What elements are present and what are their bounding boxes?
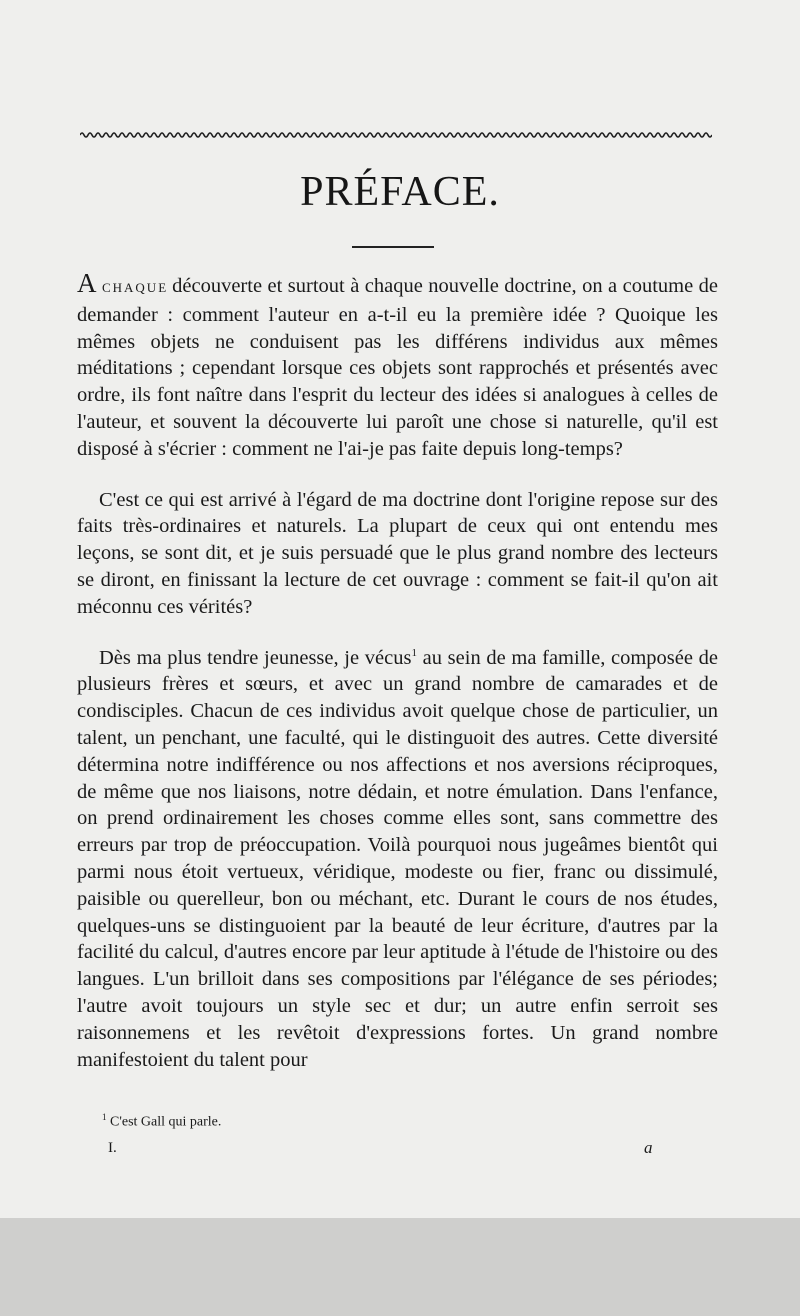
dropcap: A xyxy=(77,268,97,298)
paragraph-1-text: découverte et surtout à chaque nouvelle doctrine, on a coutume de demander : comment l'auteur en a-t-il eu la première idée ? Quoique les mêmes objets ne conduisent pas les différens individus aux mêmes méditations ; cependant lorsque ces objets sont rapprochés et présentés avec ordre, ils font naître dans l'esprit du lecteur des idées si analogues à celles de l'auteur, et souvent la découverte lui paroît une chose si naturelle, qu'il est disposé à s'écrier : comment ne l'ai-je pas faite depuis long-temps? xyxy=(77,275,718,460)
footnote-mark: 1 xyxy=(102,1112,107,1122)
paragraph-1 xyxy=(77,270,718,463)
scan-bottom-band xyxy=(0,1218,800,1316)
footnote-text: C'est Gall qui parle. xyxy=(110,1114,222,1130)
page-title: PRÉFACE. xyxy=(300,169,500,215)
body-text xyxy=(77,270,718,1073)
smallcaps-word: CHAQUE xyxy=(101,280,169,295)
paragraph-3-text-a: Dès ma plus tendre jeunesse, je vécus xyxy=(99,646,412,669)
ornamental-rule xyxy=(80,130,712,140)
title-underline xyxy=(352,246,434,248)
paragraph-3-text-b: au sein de ma famille, composée de plusieurs frères et sœurs, et avec un grand nombre de camarades et de condisciples. Chacun de ces individus avoit quelque chose de particulier, un talent, un penchant, une faculté, qui le distinguoit des autres. Cette diversité détermina notre indifférence ou nos affections et nos aversions réciproques, de même que nos liaisons, notre dédain, et notre émulation. Dans l'enfance, on prend ordinairement les choses comme elles sont, sans commettre des erreurs par trop de préoccupation. Voilà pourquoi nous jugeâmes bientôt qui parmi nous étoit vertueux, véridique, modeste ou fier, franc ou dissimulé, paisible ou querelleur, bon ou méchant, etc. Durant le cours de nos études, quelques-uns se distinguoient par la beauté de leur écriture, d'autres par la facilité du calcul, d'autres encore par leur aptitude à l'étude de l'histoire ou des langues. L'un brilloit dans ses compositions par l'élégance de ses périodes; l'autre avoit toujours un style sec et dur; un autre enfin serroit ses raisonnemens et les revêtoit d'expressions fortes. Un grand nombre manifestoient du talent pour xyxy=(77,646,718,1071)
footnote xyxy=(102,1112,221,1131)
signature-mark-right: a xyxy=(644,1138,653,1157)
signature-mark-left: I. xyxy=(108,1140,117,1156)
footnote-reference[interactable]: 1 xyxy=(411,646,417,659)
paragraph-3 xyxy=(77,645,718,1074)
paragraph-2: C'est ce qui est arrivé à l'égard de ma doctrine dont l'origine repose sur des faits très-ordinaires et naturels. La plupart de ceux qui ont entendu mes leçons, se sont dit, et je suis persuadé que le plus grand nombre des lecteurs se diront, en finissant la lecture de cet ouvrage : comment se fait-il qu'on ait méconnu ces vérités? xyxy=(77,488,718,618)
